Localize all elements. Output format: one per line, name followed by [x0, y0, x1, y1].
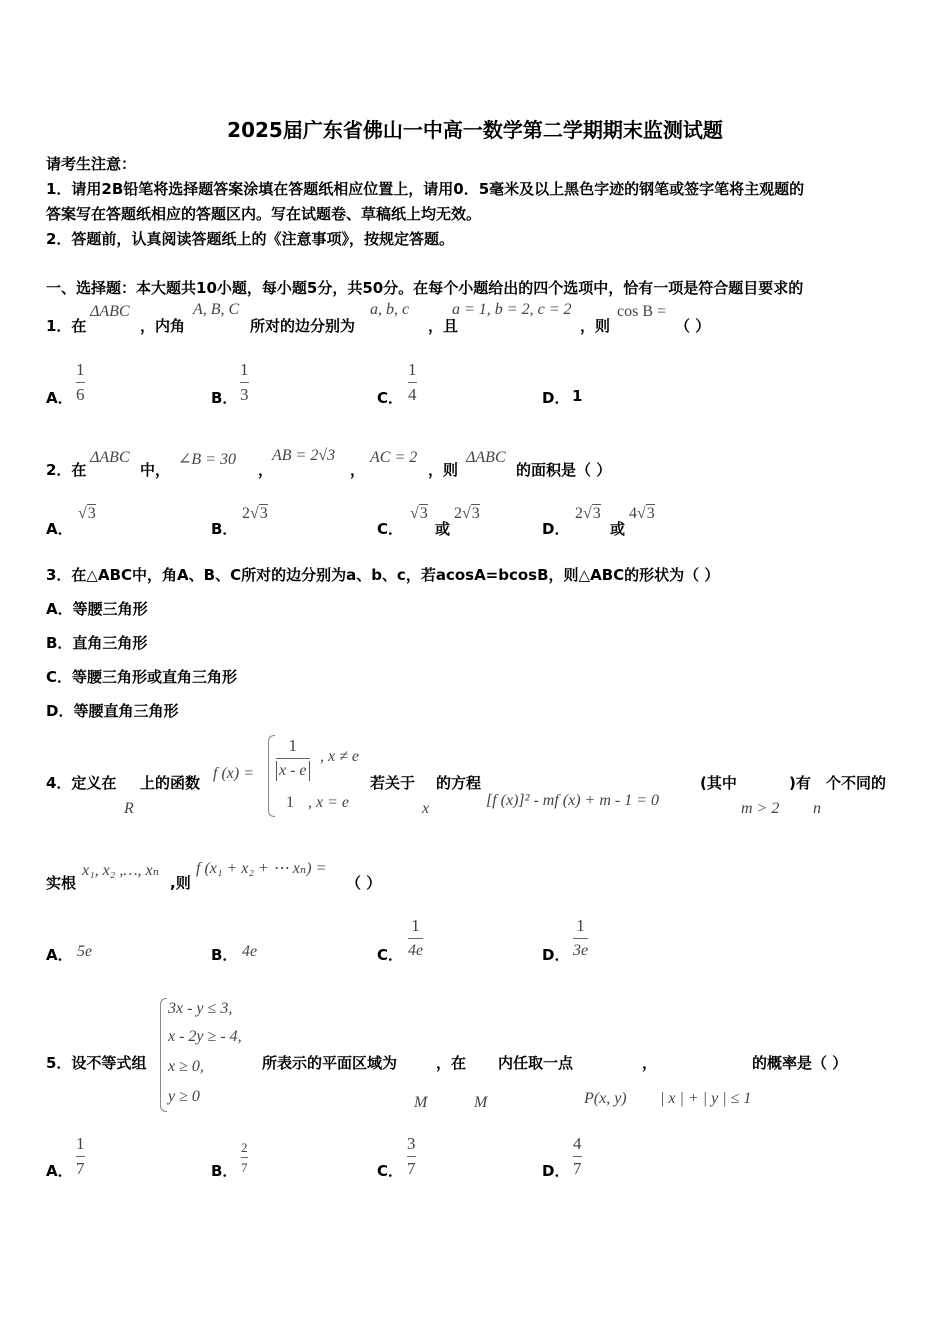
q1-option-d-value[interactable]: 1 [572, 387, 583, 405]
section-heading: 一、选择题：本大题共10小题，每小题5分，共50分。在每个小题给出的四个选项中，恰有一项是符合题目要求的 [46, 279, 804, 297]
denominator: 4 [408, 385, 417, 404]
q4-text-1: 上的函数 [140, 774, 201, 792]
denominator: 3e [573, 942, 589, 959]
denominator: 7 [241, 1160, 248, 1175]
q5-condition: | x | + | y | ≤ 1 [660, 1090, 752, 1107]
denominator: 4e [408, 942, 424, 959]
q5-option-a-value[interactable] [76, 1134, 85, 1179]
q5-option-b-label[interactable]: B． [211, 1162, 238, 1180]
q1-triangle: ΔABC [90, 303, 130, 320]
coefficient: 2 [575, 505, 583, 522]
q4-text-4: (其中 [700, 774, 737, 792]
q5-text-1: 所表示的平面区域为 [262, 1054, 398, 1072]
q4-text-2: 若关于 [370, 774, 416, 792]
q5-ineq-3: x ≥ 0, [168, 1058, 204, 1075]
radicand: 3 [592, 505, 601, 522]
q2-option-b-value[interactable]: 2√3 [242, 505, 268, 522]
numerator: 1 [240, 360, 249, 379]
q2-option-c-or: 或 [435, 520, 451, 538]
q1-angles: A, B, C [193, 301, 240, 318]
q2-option-d-value-2[interactable]: 4√3 [629, 505, 655, 522]
q4-equation: [f (x)]² - mf (x) + m - 1 = 0 [486, 792, 660, 809]
q5-num: 5．设不等式组 [46, 1054, 147, 1072]
q2-option-a-value[interactable]: √3 [78, 505, 96, 522]
q4-option-c-value[interactable] [408, 916, 423, 961]
q2-sep-1: ， [258, 461, 274, 479]
q2-text-2: ，则 [428, 461, 459, 479]
page-title: 2025届广东省佛山一中高一数学第二学期期末监测试题 [227, 118, 723, 142]
denominator: 7 [407, 1159, 416, 1178]
q2-triangle: ΔABC [90, 449, 130, 466]
q2-option-b-label[interactable]: B． [211, 520, 238, 538]
q4-m: m > 2 [741, 800, 780, 817]
q1-option-a-label[interactable]: A． [46, 389, 73, 407]
q1-option-b-label[interactable]: B． [211, 389, 238, 407]
q1-option-d-label[interactable]: D． [542, 389, 570, 407]
denominator: 7 [573, 1159, 582, 1178]
q1-option-b-value[interactable] [240, 360, 249, 405]
radicand: 3 [646, 505, 655, 522]
q2-option-c-label[interactable]: C． [377, 520, 404, 538]
q4-option-d-label[interactable]: D． [542, 946, 570, 964]
q4-option-b-label[interactable]: B． [211, 946, 238, 964]
q3-option-c[interactable]: C．等腰三角形或直角三角形 [46, 668, 238, 686]
q5-option-d-label[interactable]: D． [542, 1162, 570, 1180]
q1-option-a-value[interactable] [76, 360, 85, 405]
q5-option-c-value[interactable] [407, 1134, 416, 1179]
numerator: 1 [288, 736, 298, 755]
q5-ineq-2: x - 2y ≥ - 4, [168, 1028, 242, 1045]
q4-n: n [813, 800, 821, 817]
q2-text-3: 的面积是（ ） [516, 461, 612, 479]
q4-case-1-condition: , x ≠ e [320, 748, 359, 765]
q5-M2: M [474, 1094, 488, 1111]
radicand: 3 [259, 505, 268, 522]
q1-condition: a = 1, b = 2, c = 2 [452, 301, 572, 318]
q4-fx: f (x) = [213, 765, 254, 782]
q2-num: 2．在 [46, 461, 87, 479]
q4-text-6: 个不同的 [826, 774, 887, 792]
coefficient: 4 [629, 505, 637, 522]
q1-text-3: ，且 [428, 317, 459, 335]
q5-text-3: 内任取一点 [498, 1054, 574, 1072]
q1-ask: cos B = [617, 303, 667, 320]
q5-text-2: ，在 [436, 1054, 467, 1072]
q4-num: 4．定义在 [46, 774, 117, 792]
q2-sep-2: ， [350, 461, 366, 479]
q1-text-5: （ ） [675, 317, 711, 335]
q2-option-d-or: 或 [610, 520, 626, 538]
q2-angle: ∠B = 30 [178, 451, 236, 468]
notice-heading: 请考生注意： [46, 155, 137, 173]
q5-text-5: 的概率是（ ） [752, 1054, 848, 1072]
q5-system-brace [160, 998, 167, 1112]
q4-option-d-value[interactable] [573, 916, 588, 961]
q4-option-a-value[interactable]: 5e [77, 943, 93, 960]
numerator: 4 [573, 1134, 582, 1153]
q2-text-1: 中， [140, 461, 171, 479]
q3-option-d[interactable]: D．等腰直角三角形 [46, 702, 179, 720]
q4-x: x [422, 800, 430, 817]
q2-option-c-value-2[interactable]: 2√3 [454, 505, 480, 522]
q1-text-2: 所对的边分别为 [250, 317, 356, 335]
numerator: 3 [407, 1134, 416, 1153]
q4-text-9: （ ） [346, 874, 382, 892]
q4-case-1-fraction [276, 736, 310, 781]
q3-option-b[interactable]: B．直角三角形 [46, 634, 148, 652]
q2-option-d-label[interactable]: D． [542, 520, 570, 538]
denominator: 3 [240, 385, 249, 404]
q4-sum: f (x₁ + x₂ + ⋯ xₙ) = [196, 860, 327, 877]
notice-line-1: 1．请用2B铅笔将选择题答案涂填在答题纸相应位置上，请用0．5毫米及以上黑色字迹的钢笔或签字笔将主观题的 [46, 180, 805, 198]
q2-ab: AB = 2√3 [272, 447, 336, 464]
q2-triangle-2: ΔABC [466, 449, 506, 466]
numerator: 1 [408, 360, 417, 379]
q4-case-2-value: 1 [286, 794, 294, 811]
q4-text-3: 的方程 [436, 774, 482, 792]
q4-option-a-label[interactable]: A． [46, 946, 73, 964]
q5-M1: M [414, 1094, 428, 1111]
q1-text-1: ，内角 [140, 317, 186, 335]
q5-P: P(x, y) [584, 1090, 627, 1107]
q4-option-c-label[interactable]: C． [377, 946, 404, 964]
q4-case-2-condition: , x = e [308, 794, 349, 811]
q4-text-8: ,则 [170, 874, 191, 892]
radicand: 3 [471, 505, 480, 522]
q5-option-a-label[interactable]: A． [46, 1162, 73, 1180]
q5-option-c-label[interactable]: C． [377, 1162, 404, 1180]
q3-option-a[interactable]: A．等腰三角形 [46, 600, 148, 618]
coefficient: 2 [242, 505, 250, 522]
numerator: 1 [76, 1134, 85, 1153]
q4-option-b-value[interactable]: 4e [242, 943, 258, 960]
q5-option-b-value[interactable] [241, 1140, 248, 1175]
coefficient: 2 [454, 505, 462, 522]
numerator: 2 [241, 1140, 248, 1155]
q4-R: R [124, 800, 134, 817]
denominator: 7 [76, 1159, 85, 1178]
radicand: 3 [419, 505, 428, 522]
radicand: 3 [87, 505, 96, 522]
q1-num: 1．在 [46, 317, 87, 335]
q1-option-c-label[interactable]: C． [377, 389, 404, 407]
q2-option-a-label[interactable]: A． [46, 520, 73, 538]
numerator: 1 [411, 916, 420, 935]
numerator: 1 [76, 360, 85, 379]
notice-line-3: 2．答题前，认真阅读答题纸上的《注意事项》，按规定答题。 [46, 230, 454, 248]
q2-option-c-value-1[interactable]: √3 [410, 505, 428, 522]
denominator: x - e [276, 761, 310, 781]
q4-roots: x₁, x₂ ,…, xₙ [82, 862, 160, 879]
notice-line-2: 答案写在答题纸相应的答题区内。写在试题卷、草稿纸上均无效。 [46, 205, 482, 223]
q4-piecewise-brace [268, 735, 275, 817]
q3-stem: 3．在△ABC中，角A、B、C所对的边分别为a、b、c，若acosA=bcosB，则△ABC的形状为（ ） [46, 566, 720, 584]
q5-text-4: ， [642, 1054, 658, 1072]
q4-text-5: )有 [789, 774, 811, 792]
denominator: 6 [76, 385, 85, 404]
q1-text-4: ，则 [580, 317, 611, 335]
q5-ineq-1: 3x - y ≤ 3, [168, 1000, 233, 1017]
q5-option-d-value[interactable] [573, 1134, 582, 1179]
q1-option-c-value[interactable] [408, 360, 417, 405]
q2-option-d-value-1[interactable]: 2√3 [575, 505, 601, 522]
q5-ineq-4: y ≥ 0 [168, 1088, 200, 1105]
q1-sides: a, b, c [370, 301, 410, 318]
q2-ac: AC = 2 [370, 449, 418, 466]
q4-text-7: 实根 [46, 874, 77, 892]
numerator: 1 [576, 916, 585, 935]
